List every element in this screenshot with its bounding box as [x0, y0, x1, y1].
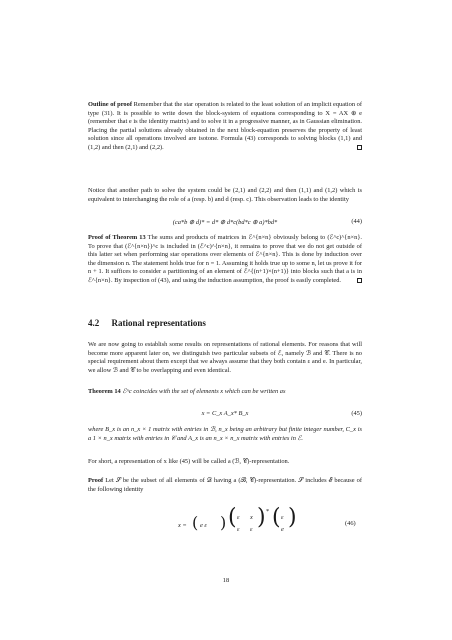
equation-45 [88, 410, 362, 420]
outline-paragraph [88, 101, 362, 153]
equation-46-number: (46) [345, 520, 356, 527]
section-title: Rational representations [111, 318, 206, 328]
equation-45-body: x = C_x A_x* B_x [201, 410, 249, 417]
equation-46-m21: ε [237, 526, 240, 533]
equation-46-m12: x [250, 514, 253, 521]
equation-46-row-vector: e ε [200, 522, 207, 529]
short-text: For short, a representation of x like (45) will be called a (ℬ, 𝒞)-representation. [88, 458, 290, 465]
equation-46-paren: ) [220, 513, 227, 532]
intro-paragraph [88, 341, 362, 375]
proof-13-heading: Proof of Theorem 13 [88, 234, 146, 241]
equation-45-number: (45) [351, 410, 362, 417]
theorem-14-text: ℰ^c coincides with the set of elements x which can be written as [122, 388, 286, 395]
short-paragraph [88, 458, 362, 467]
equation-44-body: (ca*b ⊕ d)* = d* ⊕ d*c(bd*c ⊕ a)*bd* [172, 219, 278, 226]
equation-46-paren: ) [288, 505, 297, 530]
equation-46-m22: ε [250, 526, 253, 533]
theorem-14-paragraph [88, 388, 362, 397]
equation-46-v2: e [281, 526, 284, 533]
qed-box-icon [357, 278, 362, 283]
section-number: 4.2 [88, 318, 100, 328]
where-text: where B_x is an n_x × 1 matrix with entries in ℬ, n_x being an arbitrary but finite integer number, C_x is a 1 × n_x matrix with entries in 𝒞 and A_x is an n_x × n_x matrix with entries in ℰ. [88, 426, 362, 442]
intro-text: We are now going to establish some results on representations of rational elements. For reasons that will become more apparent later on, we distinguish two particular subsets of ℰ, namely ℬ and 𝒞. There is no special requirement about them except that we always assume that they both contain ε and e. In particular, we allow ℬ and 𝒞 to be overlapping and even identical. [88, 341, 362, 374]
equation-46-paren: ( [272, 505, 281, 530]
equation-46-lhs: x = [178, 522, 187, 529]
section-heading [88, 318, 206, 328]
equation-44-number: (44) [351, 218, 362, 225]
equation-46-m11: ε [237, 514, 240, 521]
proof-s-paragraph [88, 477, 362, 494]
proof-s-text: Let 𝒮 be the subset of all elements of 𝒟 having a (ℬ, 𝒞)-representation. 𝒮 includes ℰ because of the following identity [88, 477, 362, 493]
proof-s-heading: Proof [88, 477, 104, 484]
equation-46-star: * [266, 508, 270, 515]
outline-text: Remember that the star operation is related to the least solution of an implicit equation of type (31). It is possible to write down the block-system of equations corresponding to X = AX ⊕ e (remember that e is the identity matrix) and to solve it in a progressive manner, as in Gaussian elimination. Placing the partial solutions already obtained in the next block-equation preserves the property of least solution since all operations involved are isotone. Formula (43) corresponds to solving blocks (1,1) and (1,2) and then (2,1) and (2,2). [88, 101, 362, 151]
equation-46-paren: ) [257, 505, 266, 530]
where-paragraph [88, 426, 362, 443]
notice-text: Notice that another path to solve the system could be (2,1) and (2,2) and then (1,1) and (1,2) which is equivalent to interchanging the role of a (resp. b) and d (resp. c). This observation leads to the identity [88, 187, 362, 203]
equation-44 [88, 218, 362, 228]
notice-paragraph [88, 187, 362, 204]
equation-46-paren: ( [228, 505, 237, 530]
theorem-14-heading: Theorem 14 [88, 388, 121, 395]
proof-13-paragraph [88, 234, 362, 286]
proof-13-text: The sums and products of matrices in ℰ^{n×n} obviously belong to (ℰ^c)^{n×n}. To prove that (ℰ^{n×n})^c is included in (ℰ^c)^{n×n}, it remains to prove that we do not get outside of this latter set when performing star operations over elements of ℰ^{n×n}. This is done by induction over the dimension n. The statement holds true for n = 1. Assuming it holds true up to some n, let us prove it for n + 1. It suffices to consider a partitioning of an element of ℰ^{(n+1)×(n+1)} into blocks such that a is in ℰ^{n×n}. By inspection of (43), and using the induction assumption, the proof is easily completed. [88, 234, 363, 284]
page-number: 18 [222, 577, 230, 584]
outline-heading: Outline of proof [88, 101, 132, 108]
qed-box-icon [357, 145, 362, 150]
equation-46-v1: ε [281, 514, 284, 521]
equation-46-paren: ( [192, 513, 199, 532]
